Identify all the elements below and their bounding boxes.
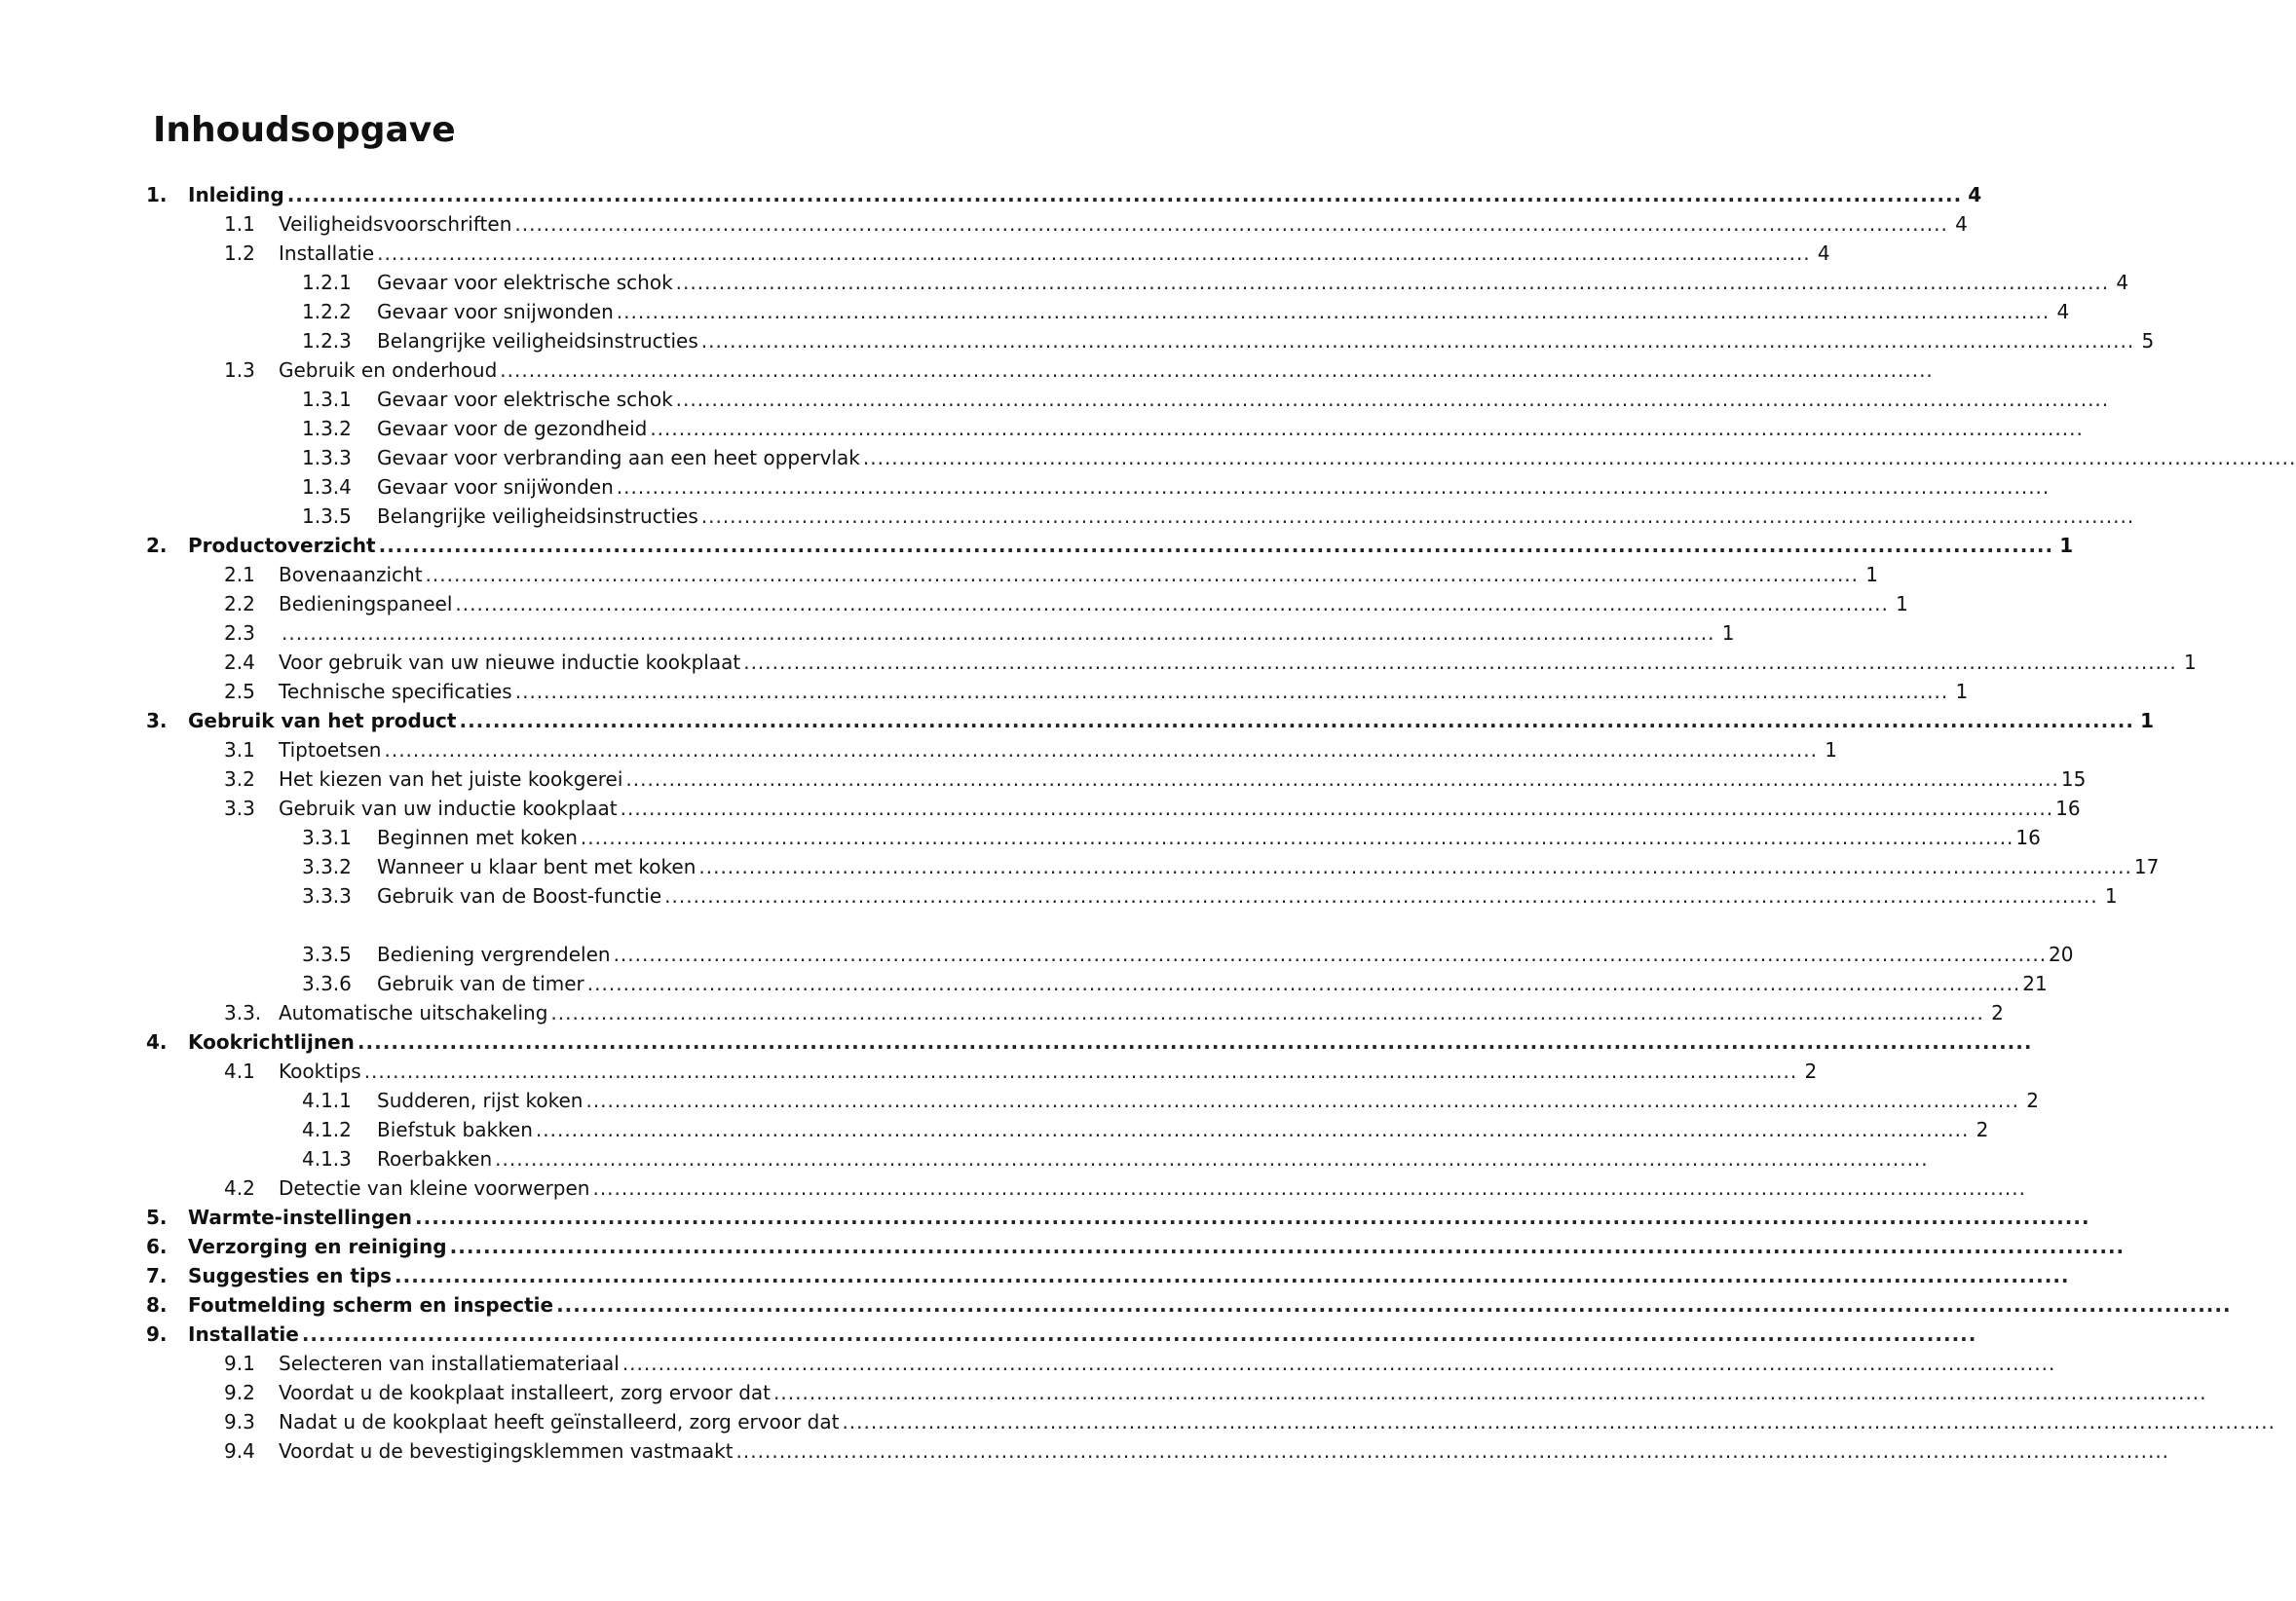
toc-leader-dots: ........................................................................................................................................................................................................ xyxy=(580,826,2014,849)
toc-entry-label: Nadat u de kookplaat heeft geïnstalleerd, zorg ervoor dat xyxy=(279,1410,840,1433)
toc-entry-number: 1.3.1 xyxy=(302,388,352,411)
toc-entry-label: Detectie van kleine voorwerpen xyxy=(279,1176,590,1200)
toc-entry[interactable] xyxy=(224,998,2004,1027)
toc-entry-page: 1 xyxy=(2059,534,2074,557)
toc-entry-label: Kookrichtlijnen xyxy=(188,1030,355,1054)
toc-leader-dots: ........................................................................................................................................................................................................ xyxy=(282,621,1715,645)
toc-entry-number: 3.3.6 xyxy=(302,972,352,995)
toc-leader-dots: ........................................................................................................................................................................................................ xyxy=(550,1001,1984,1024)
toc-entry[interactable] xyxy=(224,239,1830,268)
toc-leader-dots: ........................................................................................................................................................................................................ xyxy=(395,1264,2070,1287)
toc-entry[interactable] xyxy=(302,385,2110,414)
toc-entry-page: 16 xyxy=(2015,826,2041,849)
toc-leader-dots: ........................................................................................................................................................................................................ xyxy=(363,1060,1798,1083)
toc-leader-dots: ........................................................................................................................................................................................................ xyxy=(301,1322,1977,1346)
toc-entry-number: 1.3.5 xyxy=(302,504,352,528)
toc-entry-number: 5. xyxy=(146,1206,168,1229)
toc-entry-page: 15 xyxy=(2060,767,2087,791)
toc-entry-page: 1 xyxy=(1721,621,1735,645)
toc-entry[interactable] xyxy=(146,1027,2033,1057)
toc-entry[interactable] xyxy=(146,1232,2126,1261)
toc-leader-dots: ........................................................................................................................................................................................................ xyxy=(650,417,2084,440)
toc-leader-dots: ........................................................................................................................................................................................................ xyxy=(384,738,1818,762)
toc-entry-label: Verzorging en reiniging xyxy=(188,1235,447,1258)
toc-leader-dots: ........................................................................................................................................................................................................ xyxy=(459,709,2134,732)
toc-leader-dots: ........................................................................................................................................................................................................ xyxy=(675,271,2110,294)
toc-entry[interactable] xyxy=(146,1203,2090,1232)
toc-leader-dots: ........................................................................................................................................................................................................ xyxy=(698,855,2132,878)
toc-entry-label: Gebruik van het product xyxy=(188,709,457,732)
toc-entry-page: 4 xyxy=(1968,183,1982,206)
toc-entry-page: 1 xyxy=(1865,563,1879,586)
toc-entry-number: 1.1 xyxy=(224,212,255,236)
toc-entry-page: 21 xyxy=(2022,972,2048,995)
toc-entry-label: Inleiding xyxy=(188,183,284,206)
toc-entry-page: 2 xyxy=(1991,1001,2004,1024)
toc-leader-dots: ........................................................................................................................................................................................................ xyxy=(621,1352,2056,1375)
toc-entry-number: 4.1.3 xyxy=(302,1147,352,1171)
toc-entry[interactable] xyxy=(302,297,2070,326)
toc-entry-label: Installatie xyxy=(188,1322,299,1346)
toc-entry-label: Gebruik van de timer xyxy=(377,972,584,995)
toc-entry-number: 3. xyxy=(146,709,168,732)
toc-entry-label: Biefstuk bakken xyxy=(377,1118,533,1141)
toc-entry-label: Wanneer u klaar bent met koken xyxy=(377,855,696,878)
toc-entry[interactable] xyxy=(224,648,2197,677)
toc-leader-dots: ........................................................................................................................................................................................................ xyxy=(514,680,1949,703)
toc-entry[interactable] xyxy=(302,940,2074,969)
toc-entry-page: 1 xyxy=(1825,738,1837,762)
toc-leader-dots: ........................................................................................................................................................................................................ xyxy=(357,1030,2033,1054)
toc-entry-page: 17 xyxy=(2133,855,2160,878)
toc-leader-dots: ........................................................................................................................................................................................................ xyxy=(378,534,2054,557)
toc-entry-number: 1.3.2 xyxy=(302,417,352,440)
toc-entry-page: 4 xyxy=(1817,242,1830,265)
toc-entry-page: 4 xyxy=(1955,212,1968,236)
toc-entry[interactable] xyxy=(146,1261,2070,1290)
toc-entry-page: 5 xyxy=(2141,329,2155,353)
toc-entry-page: 20 xyxy=(2049,943,2074,966)
toc-entry[interactable] xyxy=(224,589,1908,618)
toc-entry-number: 3.2 xyxy=(224,767,255,791)
toc-entry-label: Bovenaanzicht xyxy=(279,563,423,586)
toc-entry-number: 8. xyxy=(146,1293,168,1317)
toc-entry-page: 4 xyxy=(2056,300,2070,323)
toc-entry[interactable] xyxy=(224,1436,2170,1466)
toc-entry-label: Gevaar voor elektrische schok xyxy=(377,388,673,411)
toc-entry[interactable] xyxy=(302,969,2048,998)
toc-leader-dots: ........................................................................................................................................................................................................ xyxy=(495,1147,1929,1171)
toc-entry[interactable] xyxy=(302,1115,1989,1144)
toc-leader-dots: ........................................................................................................................................................................................................ xyxy=(773,1381,2207,1404)
toc-entry-label: Gevaar voor de gezondheid xyxy=(377,417,648,440)
toc-entry-number: 2.5 xyxy=(224,680,255,703)
toc-entry[interactable] xyxy=(224,794,2081,823)
toc-leader-dots: ........................................................................................................................................................................................................ xyxy=(700,329,2135,353)
toc-entry-number: 2. xyxy=(146,534,168,557)
toc-entry-number: 2.1 xyxy=(224,563,255,586)
toc-leader-dots: ........................................................................................................................................................................................................ xyxy=(425,563,1860,586)
toc-entry-label: Bediening vergrendelen xyxy=(377,943,611,966)
toc-leader-dots: ........................................................................................................................................................................................................ xyxy=(613,943,2048,966)
toc-entry-label: Technische specificaties xyxy=(279,680,512,703)
toc-entry-label: Selecteren van installatiemateriaal xyxy=(279,1352,620,1375)
toc-entry-label: Het kiezen van het juiste kookgerei xyxy=(279,767,623,791)
toc-entry-number: 9.1 xyxy=(224,1352,255,1375)
toc-entry[interactable] xyxy=(146,1290,2232,1320)
toc-entry-number: 1.3.4 xyxy=(302,475,352,499)
toc-leader-dots: ........................................................................................................................................................................................................ xyxy=(556,1293,2232,1317)
toc-entry-label: Belangrijke veiligheidsinstructies xyxy=(377,504,698,528)
toc-entry-number: 1.2.1 xyxy=(302,271,352,294)
toc-entry-number: 3.3.2 xyxy=(302,855,352,878)
toc-leader-dots: ........................................................................................................................................................................................................ xyxy=(286,183,1963,206)
toc-entry-label: Sudderen, rijst koken xyxy=(377,1089,583,1112)
toc-entry-number: 2.3 xyxy=(224,621,255,645)
toc-entry[interactable] xyxy=(224,735,1837,764)
toc-leader-dots: ........................................................................................................................................................................................................ xyxy=(535,1118,1970,1141)
toc-entry-number: 2.2 xyxy=(224,592,255,615)
toc-entry[interactable] xyxy=(224,1057,1818,1086)
toc-entry-number: 6. xyxy=(146,1235,168,1258)
toc-entry-page: 2 xyxy=(1804,1060,1818,1083)
toc-entry-label: Suggesties en tips xyxy=(188,1264,392,1287)
toc-entry-number: 4.2 xyxy=(224,1176,255,1200)
toc-entry-number: 1.3.3 xyxy=(302,446,352,469)
toc-entry-number: 9.2 xyxy=(224,1381,255,1404)
toc-entry-label: Gebruik en onderhoud xyxy=(279,358,498,382)
toc-entry-number: 2.4 xyxy=(224,651,255,674)
toc-entry-label: Installatie xyxy=(279,242,375,265)
toc-entry[interactable] xyxy=(302,1086,2039,1115)
toc-entry[interactable] xyxy=(302,852,2160,881)
toc-entry[interactable] xyxy=(146,180,1982,209)
toc-entry-label: Veiligheidsvoorschriften xyxy=(279,212,512,236)
toc-leader-dots: ........................................................................................................................................................................................................ xyxy=(620,797,2054,820)
toc-leader-dots: ........................................................................................................................................................................................................ xyxy=(700,504,2135,528)
toc-entry-number: 1.2 xyxy=(224,242,255,265)
toc-leader-dots: ........................................................................................................................................................................................................ xyxy=(500,358,1934,382)
toc-entry[interactable] xyxy=(224,560,1879,589)
toc-entry-label: Roerbakken xyxy=(377,1147,493,1171)
toc-entry[interactable] xyxy=(224,1407,2276,1436)
toc-entry-label: Tiptoetsen xyxy=(279,738,382,762)
toc-entry-label: Gevaar voor verbranding aan een heet oppervlak xyxy=(377,446,860,469)
toc-leader-dots: ........................................................................................................................................................................................................ xyxy=(675,388,2110,411)
toc-entry-number: 4.1.1 xyxy=(302,1089,352,1112)
toc-entry[interactable] xyxy=(302,268,2129,297)
toc-entry-label: Bedieningspaneel xyxy=(279,592,453,615)
toc-entry-number: 7. xyxy=(146,1264,168,1287)
toc-entry[interactable] xyxy=(302,326,2155,355)
toc-entry-number: 3.3.1 xyxy=(302,826,352,849)
toc-entry-label: Gevaar voor snijwonden xyxy=(377,300,614,323)
toc-entry-page: 1 xyxy=(2140,709,2154,732)
toc-leader-dots: ........................................................................................................................................................................................................ xyxy=(586,972,2021,995)
toc-entry-label: Productoverzicht xyxy=(188,534,376,557)
toc-leader-dots: ........................................................................................................................................................................................................ xyxy=(862,446,2296,469)
toc-entry-label: Gebruik van de Boost-functie xyxy=(377,884,662,908)
toc-leader-dots: ........................................................................................................................................................................................................ xyxy=(377,242,1811,265)
toc-leader-dots: ........................................................................................................................................................................................................ xyxy=(743,651,2177,674)
toc-leader-dots: ........................................................................................................................................................................................................ xyxy=(592,1176,2026,1200)
toc-entry[interactable] xyxy=(302,414,2084,443)
toc-entry-number: 3.3.5 xyxy=(302,943,352,966)
toc-entry-page: 1 xyxy=(2104,884,2118,908)
toc-entry-page: 2 xyxy=(1976,1118,1989,1141)
toc-entry[interactable] xyxy=(224,677,1969,706)
toc-leader-dots: ........................................................................................................................................................................................................ xyxy=(842,1410,2276,1433)
toc-leader-dots: ........................................................................................................................................................................................................ xyxy=(664,884,2098,908)
toc-entry-label: Voordat u de bevestigingsklemmen vastmaakt xyxy=(279,1439,734,1463)
toc-entry-number: 3.3. xyxy=(224,1001,262,1024)
toc-entry[interactable] xyxy=(146,706,2154,735)
toc-entry[interactable] xyxy=(224,209,1968,239)
toc-entry[interactable] xyxy=(302,472,2051,502)
toc-entry-number: 9. xyxy=(146,1322,168,1346)
toc-entry[interactable] xyxy=(302,502,2135,531)
toc-entry-number: 1.3 xyxy=(224,358,255,382)
toc-entry[interactable] xyxy=(224,618,1735,648)
toc-entry-page: 2 xyxy=(2026,1089,2039,1112)
toc-entry-label: Foutmelding scherm en inspectie xyxy=(188,1293,554,1317)
toc-entry-number: 3.3 xyxy=(224,797,255,820)
toc-entry[interactable] xyxy=(146,531,2074,560)
toc-entry-label: Warmte-instellingen xyxy=(188,1206,413,1229)
toc-leader-dots: ........................................................................................................................................................................................................ xyxy=(455,592,1889,615)
toc-entry-number: 1.2.3 xyxy=(302,329,352,353)
toc-entry-number: 9.4 xyxy=(224,1439,255,1463)
toc-entry-label: Gevaar voor elektrische schok xyxy=(377,271,673,294)
toc-entry[interactable] xyxy=(224,1378,2207,1407)
toc-entry-page: 1 xyxy=(2183,651,2197,674)
toc-entry-number: 9.3 xyxy=(224,1410,255,1433)
toc-entry[interactable] xyxy=(302,443,2296,472)
toc-leader-dots: ........................................................................................................................................................................................................ xyxy=(616,300,2051,323)
toc-entry-label: Gevaar voor snijẅonden xyxy=(377,475,614,499)
toc-entry[interactable] xyxy=(302,881,2118,911)
toc-entry-number: 4. xyxy=(146,1030,168,1054)
toc-entry-number: 3.3.3 xyxy=(302,884,352,908)
toc-entry-label: Kooktips xyxy=(279,1060,361,1083)
toc-leader-dots: ........................................................................................................................................................................................................ xyxy=(625,767,2059,791)
toc-entry[interactable] xyxy=(224,1173,2026,1203)
toc-leader-dots: ........................................................................................................................................................................................................ xyxy=(415,1206,2090,1229)
page-title: Inhoudsopgave xyxy=(153,110,456,150)
toc-entry-number: 1. xyxy=(146,183,168,206)
toc-leader-dots: ........................................................................................................................................................................................................ xyxy=(449,1235,2126,1258)
toc-entry-label: Voor gebruik van uw nieuwe inductie kookplaat xyxy=(279,651,741,674)
toc-entry-label: Belangrijke veiligheidsinstructies xyxy=(377,329,698,353)
toc-leader-dots: ........................................................................................................................................................................................................ xyxy=(585,1089,2019,1112)
toc-entry-page: 1 xyxy=(1955,680,1969,703)
toc-entry[interactable] xyxy=(224,355,1934,385)
toc-entry-label: Beginnen met koken xyxy=(377,826,578,849)
toc-entry-label: Gebruik van uw inductie kookplaat xyxy=(279,797,618,820)
toc-entry[interactable] xyxy=(302,823,2041,852)
toc-entry-number: 4.1.2 xyxy=(302,1118,352,1141)
toc-entry-page: 16 xyxy=(2055,797,2081,820)
toc-entry[interactable] xyxy=(224,1349,2056,1378)
toc-entry-page: 4 xyxy=(2116,271,2129,294)
toc-leader-dots: ........................................................................................................................................................................................................ xyxy=(514,212,1948,236)
toc-entry[interactable] xyxy=(146,1320,1977,1349)
toc-leader-dots: ........................................................................................................................................................................................................ xyxy=(735,1439,2170,1463)
toc-entry[interactable] xyxy=(224,764,2087,794)
toc-entry-number: 4.1 xyxy=(224,1060,255,1083)
toc-entry-page: 1 xyxy=(1896,592,1908,615)
toc-entry[interactable] xyxy=(302,1144,1929,1173)
toc-entry-label: Automatische uitschakeling xyxy=(279,1001,548,1024)
toc-leader-dots: ........................................................................................................................................................................................................ xyxy=(616,475,2051,499)
toc-entry-number: 1.2.2 xyxy=(302,300,352,323)
toc-entry-number: 3.1 xyxy=(224,738,255,762)
toc-entry-label: Voordat u de kookplaat installeert, zorg ervoor dat xyxy=(279,1381,772,1404)
